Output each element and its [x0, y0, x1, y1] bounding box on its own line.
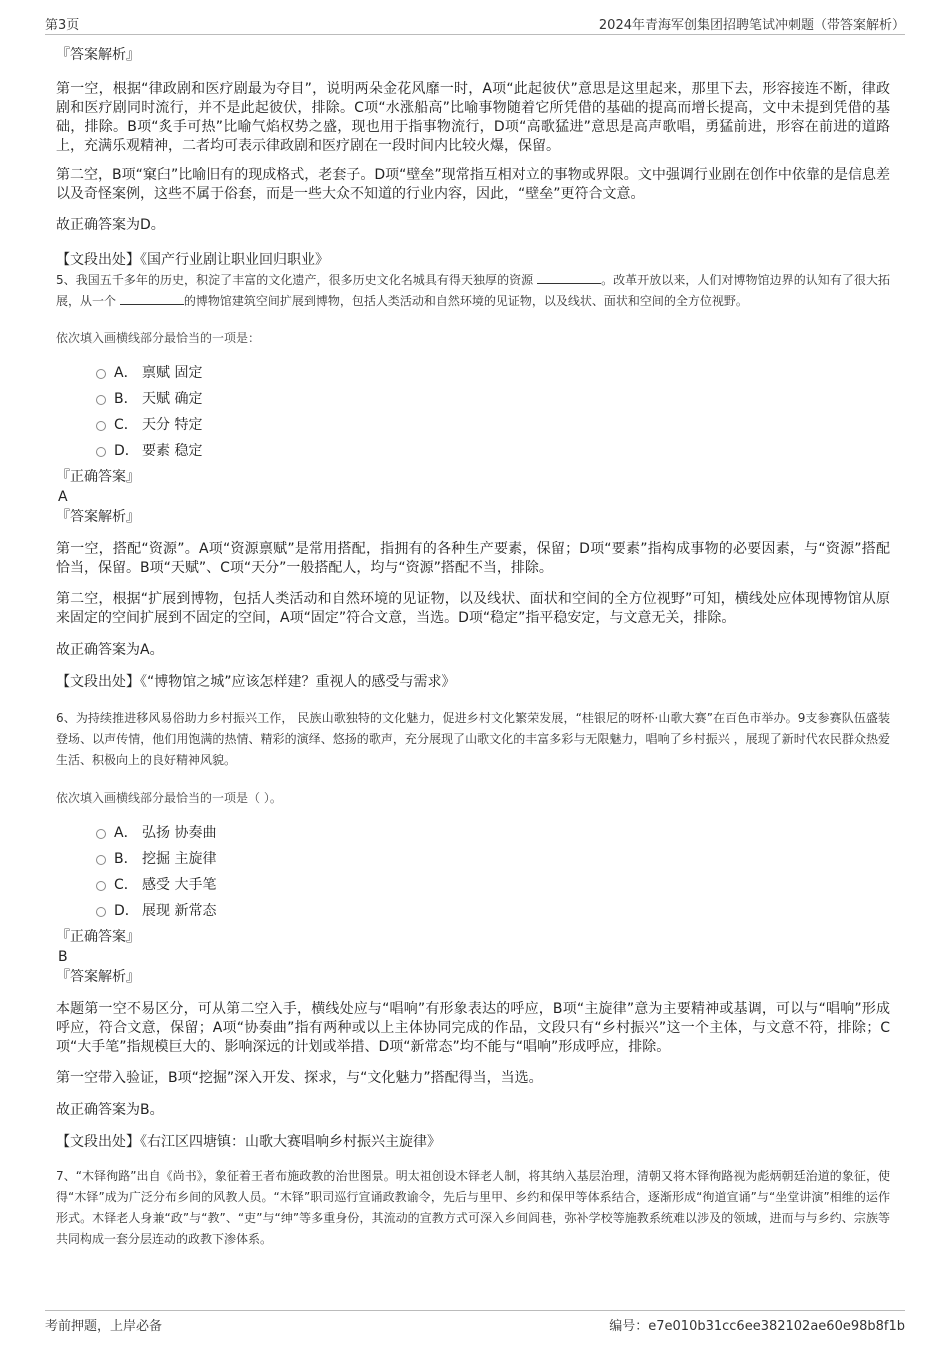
question-prompt: 依次填入画横线部分最恰当的一项是（ ）。	[56, 791, 282, 805]
analysis-paragraph: 本题第一空不易区分，可从第二空入手，横线处应与“唱响”有形象表达的呼应，B项“主旋律”意为主要精神或基调，可以与“唱响”形成呼应，符合文意，保留；A项“协奏曲”指有两种或以上主体协同完成的作品，文段只有“乡村振兴”这一个主体，与文意不符，排除；C项“大手笔”指规模巨大的、影响深远的计划或举措、D项“新常态”均不能与“唱响”形成呼应，排除。	[56, 1001, 890, 1055]
fill-blank	[120, 292, 184, 305]
question-text: 7、“木铎徇路”出自《尚书》，象征着王者布施政教的治世图景。明太祖创设木铎老人制，将其纳入基层治理，清朝又将木铎徇路视为彪炳朝廷治道的象征，使得“木铎”成为广泛分布乡间的风教人员。“木铎”职司巡行宣诵政教谕令，先后与里甲、乡约和保甲等体系结合，逐渐形成“徇道宣诵”与“坐堂讲演”相维的运作形式。木铎老人身兼“政”与“教”、“吏”与“绅”等多重身份，其流动的宣教方式可深入乡间闾巷，弥补学校等施教系统难以涉及的领域，进而与与乡约、宗族等共同构成一套分层连动的政教下渗体系。	[56, 1169, 890, 1246]
option-a[interactable]: A． 禀赋 固定	[56, 360, 890, 386]
question-text: 6、为持续推进移风易俗助力乡村振兴工作， 民族山歌独特的文化魅力，促进乡村文化繁荣发展，“桂银尼的呀杯·山歌大赛”在百色市举办。9支参赛队伍盛装登场、以声传情，他们用饱满的热情、精彩的演绎、悠扬的歌声，充分展现了山歌文化的丰富多彩与无限魅力，唱响了乡村振兴 ，展现了新时代农民群众热爱生活、积极向上的良好精神风貌。	[56, 711, 890, 767]
radio-icon[interactable]	[96, 907, 106, 917]
radio-icon[interactable]	[96, 829, 106, 839]
correct-answer: A	[58, 489, 68, 505]
radio-icon[interactable]	[96, 369, 106, 379]
radio-icon[interactable]	[96, 855, 106, 865]
correct-answer: B	[58, 949, 68, 965]
analysis-paragraph: 第二空，根据“扩展到博物，包括人类活动和自然环境的见证物，以及线状、面状和空间的全方位视野”可知，横线处应体现博物馆从原来固定的空间扩展到不固定的空间，A项“固定”符合文意，当选。D项“稳定”指平稳安定，与文意无关，排除。	[56, 591, 890, 626]
source-citation: 【文段出处】《国产行业剧让职业回归职业》	[56, 252, 329, 268]
answer-conclusion: 故正确答案为A。	[56, 642, 164, 658]
page-number: 第3页	[45, 18, 80, 33]
radio-icon[interactable]	[96, 447, 106, 457]
correct-answer-label: 『正确答案』	[56, 929, 140, 945]
answer-conclusion: 故正确答案为B。	[56, 1102, 164, 1118]
question-prompt: 依次填入画横线部分最恰当的一项是：	[56, 331, 261, 345]
analysis-label: 『答案解析』	[56, 969, 140, 985]
option-b[interactable]: B． 挖掘 主旋律	[56, 846, 890, 872]
fill-blank	[537, 271, 601, 284]
option-c[interactable]: C． 感受 大手笔	[56, 872, 890, 898]
radio-icon[interactable]	[96, 421, 106, 431]
answer-conclusion: 故正确答案为D。	[56, 217, 165, 233]
analysis-paragraph: 第一空带入验证，B项“挖掘”深入开发、探求，与“文化魅力”搭配得当，当选。	[56, 1070, 543, 1086]
analysis-label: 『答案解析』	[56, 509, 140, 525]
document-title: 2024年青海军创集团招聘笔试冲刺题（带答案解析）	[598, 18, 905, 33]
analysis-paragraph: 第二空，B项“窠臼”比喻旧有的现成格式，老套子。D项“壁垒”现常指互相对立的事物或界限。文中强调行业剧在创作中依靠的是信息差以及奇怪案例，这些不属于俗套，而是一些大众不知道的行业内容，因此，“壁垒”更符合文意。	[56, 167, 890, 202]
radio-icon[interactable]	[96, 881, 106, 891]
page-header	[45, 12, 905, 35]
source-citation: 【文段出处】《“博物馆之城”应该怎样建？重视人的感受与需求》	[56, 674, 456, 690]
analysis-paragraph: 第一空，搭配“资源”。A项“资源禀赋”是常用搭配，指拥有的各种生产要素，保留；D项“要素”指构成事物的必要因素，与“资源”搭配恰当，保留。B项“天赋”、C项“天分”一般搭配人，均与“资源”搭配不当，排除。	[56, 541, 890, 576]
page-footer	[45, 1310, 905, 1335]
option-c[interactable]: C． 天分 特定	[56, 412, 890, 438]
source-citation: 【文段出处】《右江区四塘镇：山歌大赛唱响乡村振兴主旋律》	[56, 1134, 441, 1150]
analysis-label: 『答案解析』	[56, 47, 140, 63]
document-id: 编号：e7e010b31cc6ee382102ae60e98b8f1b	[609, 1319, 905, 1334]
option-d[interactable]: D． 展现 新常态	[56, 898, 890, 924]
page-content	[56, 44, 890, 1250]
radio-icon[interactable]	[96, 395, 106, 405]
option-b[interactable]: B． 天赋 确定	[56, 386, 890, 412]
analysis-paragraph: 第一空，根据“律政剧和医疗剧最为夺目”，说明两朵金花风靡一时，A项“此起彼伏”意思是这里起来，那里下去，形容接连不断，律政剧和医疗剧同时流行，并不是此起彼伏，排除。C项“水涨船高”比喻事物随着它所凭借的基础的提高而增长提高，文中未提到凭借的基础，排除。B项“炙手可热”比喻气焰权势之盛，现也用于指事物流行，D项“高歌猛进”意思是高声歌唱，勇猛前进，形容在前进的道路上，充满乐观精神，二者均可表示律政剧和医疗剧在一段时间内比较火爆，保留。	[56, 81, 890, 154]
correct-answer-label: 『正确答案』	[56, 469, 140, 485]
option-list	[56, 820, 890, 924]
option-d[interactable]: D． 要素 稳定	[56, 438, 890, 464]
question-text: 5、我国五千多年的历史，积淀了丰富的文化遗产，很多历史文化名城具有得天独厚的资源 。改革开放以来，人们对博物馆边界的认知有了很大拓展，从一个 的博物馆建筑空间扩展到博物，包括人类活动和自然环境的见证物，以及线状、面状和空间的全方位视野。	[56, 273, 890, 308]
footer-slogan: 考前押题，上岸必备	[45, 1319, 163, 1334]
option-list	[56, 360, 890, 464]
option-a[interactable]: A． 弘扬 协奏曲	[56, 820, 890, 846]
